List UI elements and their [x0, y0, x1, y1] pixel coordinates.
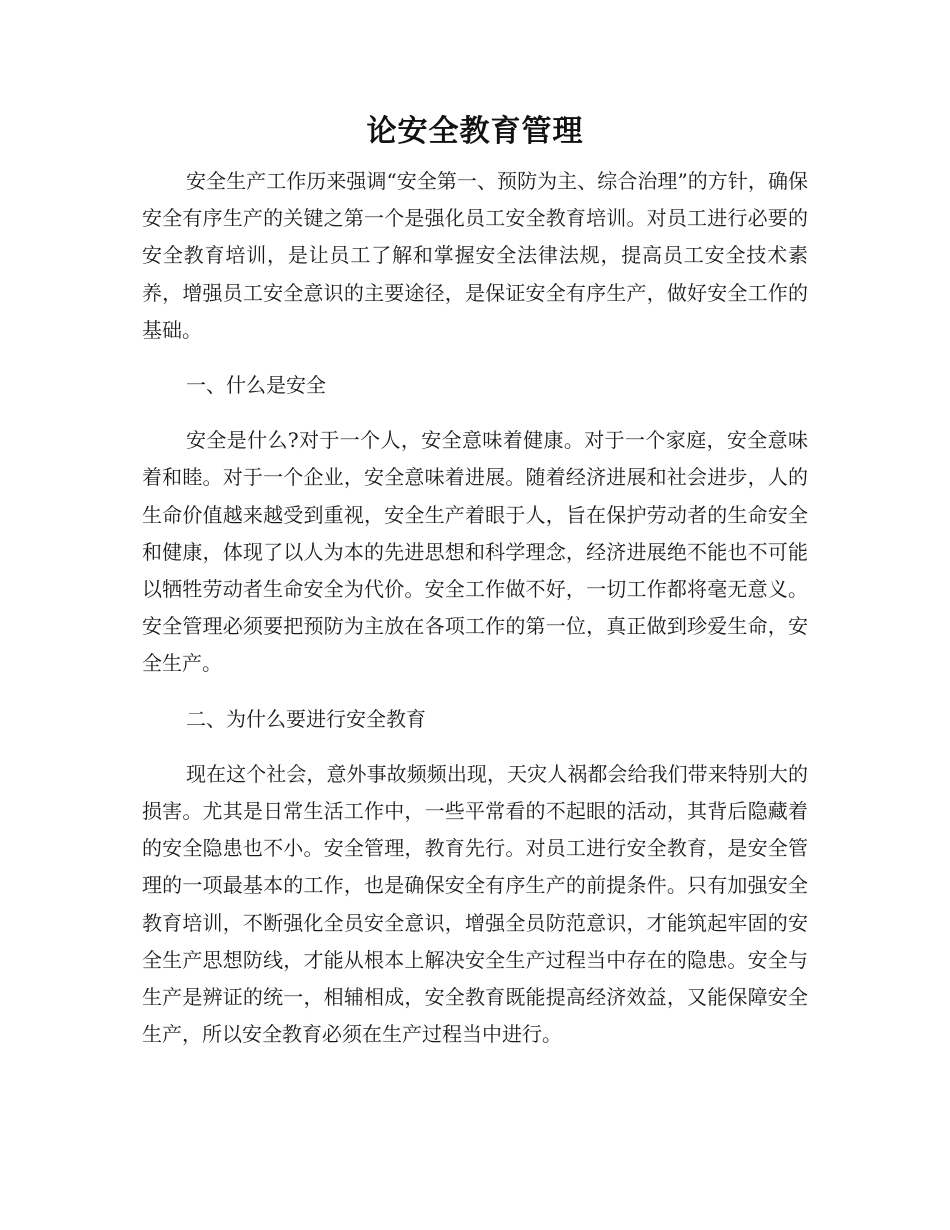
section-1-paragraph: 安全是什么?对于一个人，安全意味着健康。对于一个家庭，安全意味着和睦。对于一个企业，安全意味着进展。随着经济进展和社会进步，人的生命价值越来越受到重视，安全生产着眼于人，旨在保护劳动者的生命安全和健康，体现了以人为本的先进思想和科学理念，经济进展绝不能也不可能以牺牲劳动者生命安全为代价。安全工作做不好，一切工作都将毫无意义。安全管理必须要把预防为主放在各项工作的第一位，真正做到珍爱生命，安全生产。 — [142, 428, 808, 676]
section-heading-1: 一、什么是安全 — [186, 373, 326, 398]
intro-paragraph: 安全生产工作历来强调“安全第一、预防为主、综合治理”的方针，确保安全有序生产的关键之第一个是强化员工安全教育培训。对员工进行必要的安全教育培训，是让员工了解和掌握安全法律法规，提高员工安全技术素养，增强员工安全意识的主要途径，是保证安全有序生产，做好安全工作的基础。 — [142, 169, 808, 342]
section-heading-2: 二、为什么要进行安全教育 — [186, 706, 426, 731]
section-2-paragraph: 现在这个社会，意外事故频频出现，天灾人祸都会给我们带来特别大的损害。尤其是日常生活工作中，一些平常看的不起眼的活动，其背后隐藏着的安全隐患也不小。安全管理，教育先行。对员工进行安全教育，是安全管理的一项最基本的工作，也是确保安全有序生产的前提条件。只有加强安全教育培训，不断强化全员安全意识，增强全员防范意识，才能筑起牢固的安全生产思想防线，才能从根本上解决安全生产过程当中存在的隐患。安全与生产是辨证的统一，相辅相成，安全教育既能提高经济效益，又能保障安全生产，所以安全教育必须在生产过程当中进行。 — [142, 761, 808, 1047]
document-body — [142, 163, 808, 1071]
document-title: 论安全教育管理 — [366, 114, 584, 149]
